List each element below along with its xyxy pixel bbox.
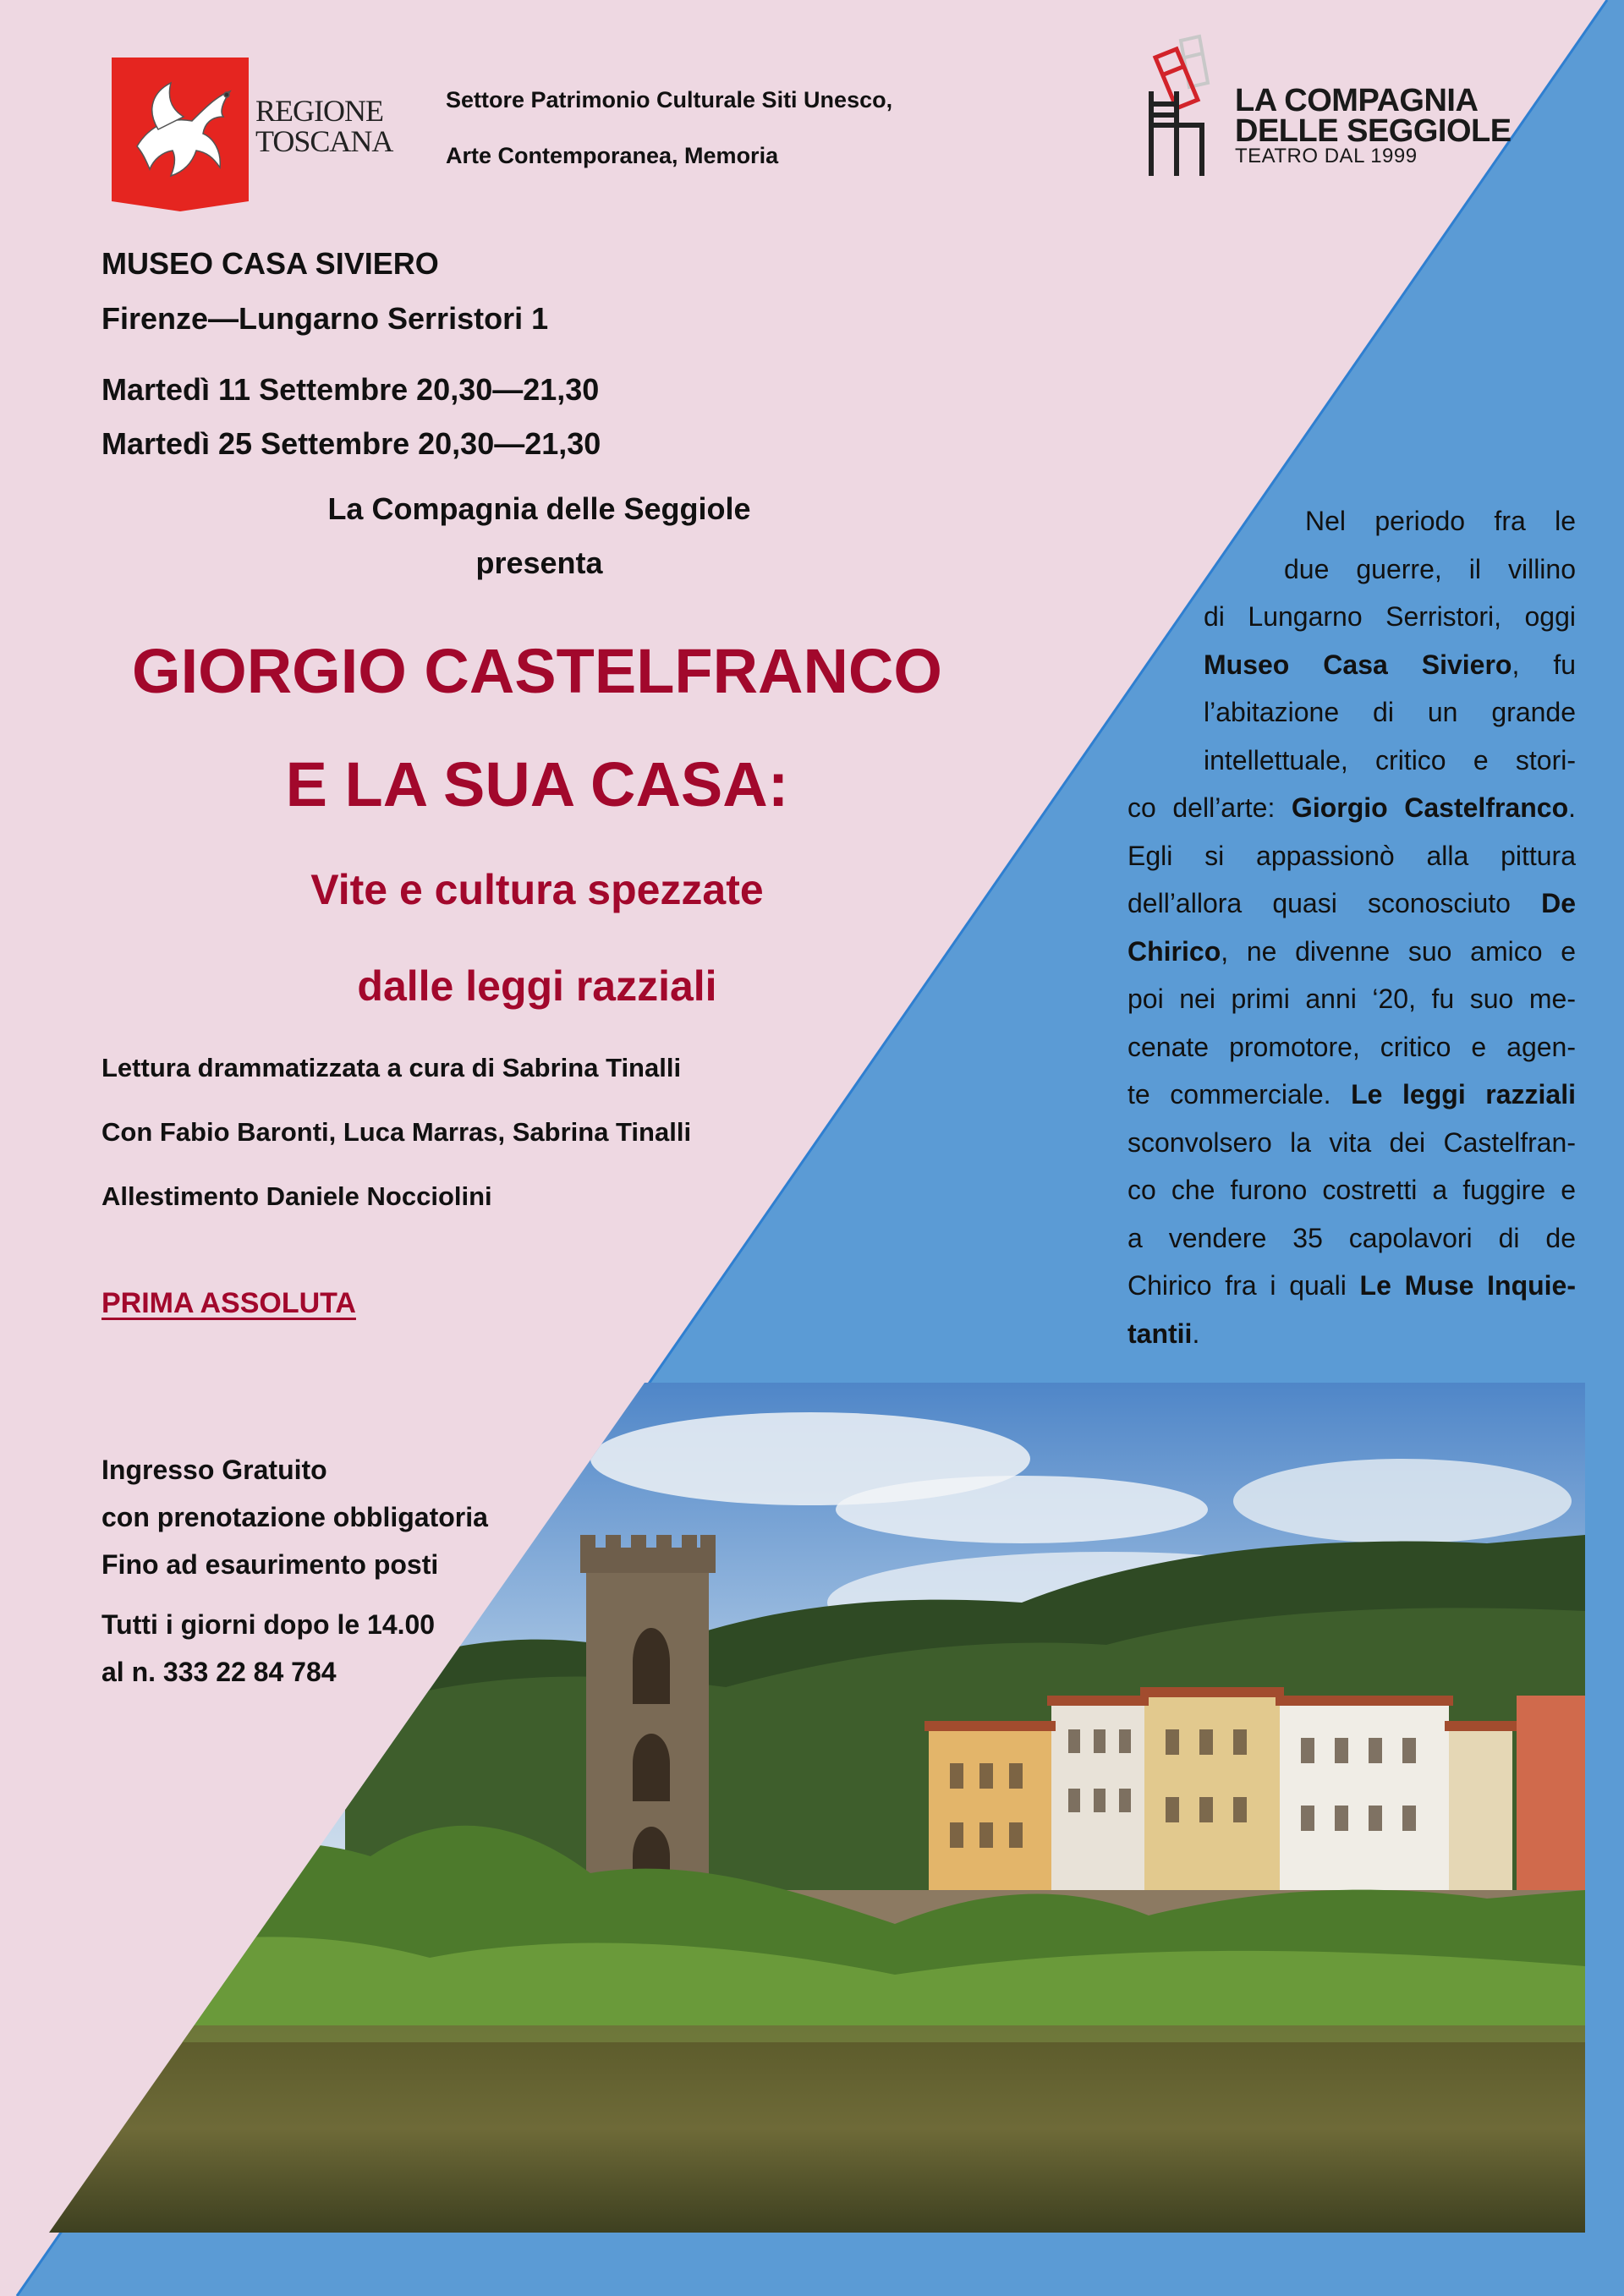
date-2: Martedì 25 Settembre 20,30—21,30 — [102, 426, 601, 461]
credits: Lettura drammatizzata a cura di Sabrina Tinalli Con Fabio Baronti, Luca Marras, Sabrina Tinalli Allestimento Daniele Nocciolini — [102, 1053, 692, 1211]
florence-photo — [49, 1383, 1585, 2233]
settore-heading: Settore Patrimonio Culturale Siti Unesco, Arte Contemporanea, Memoria — [446, 87, 893, 168]
compagnia-wordmark: LA COMPAGNIA DELLE SEGGIOLE TEATRO DAL 1999 — [1235, 83, 1512, 167]
title-line-1: GIORGIO CASTELFRANCO — [132, 636, 942, 706]
date-1: Martedì 11 Settembre 20,30—21,30 — [102, 372, 600, 407]
ingresso-info: Ingresso Gratuito con prenotazione obbligatoria Fino ad esaurimento posti — [102, 1455, 488, 1580]
venue-name: MUSEO CASA SIVIERO — [102, 246, 439, 281]
booking-info: Tutti i giorni dopo le 14.00 al n. 333 22 84 784 — [102, 1601, 435, 1696]
event-title — [51, 615, 1023, 1034]
phone-number: al n. 333 22 84 784 — [102, 1657, 337, 1687]
regione-toscana-logo — [112, 58, 249, 211]
chair-icon — [1138, 32, 1223, 180]
title-line-2: E LA SUA CASA: — [285, 749, 789, 819]
subtitle-line-1: Vite e cultura spezzate — [310, 866, 764, 913]
event-info — [102, 237, 601, 472]
presenter: La Compagnia delle Seggiole presenta — [327, 491, 751, 580]
prima-assoluta: PRIMA ASSOLUTA — [102, 1287, 356, 1319]
venue-address: Firenze—Lungarno Serristori 1 — [102, 301, 549, 336]
subtitle-line-2: dalle leggi razziali — [357, 962, 717, 1010]
regione-toscana-wordmark: REGIONE TOSCANA — [255, 94, 393, 158]
description-paragraph: Nel periodo fra le due guerre, il villino di Lungarno Serristori, oggi Museo Casa Siviero, fu l’abitazione di un grande intellettuale, critico e stori- co dell’arte: Giorgio Castelfranco. Egli si appassionò alla pittura dell’allora quasi sconosciuto De Chirico, ne divenne suo amico e poi nei primi anni ‘20, fu suo me- cenate promotore, critico e agen- te commerciale. Le leggi razziali sconvolsero la vita dei Castelfran- co che furono costretti a fuggire e a vendere 35 capolavori di de Chirico fra i quali Le Muse Inquie- tantii. — [1127, 506, 1577, 1349]
